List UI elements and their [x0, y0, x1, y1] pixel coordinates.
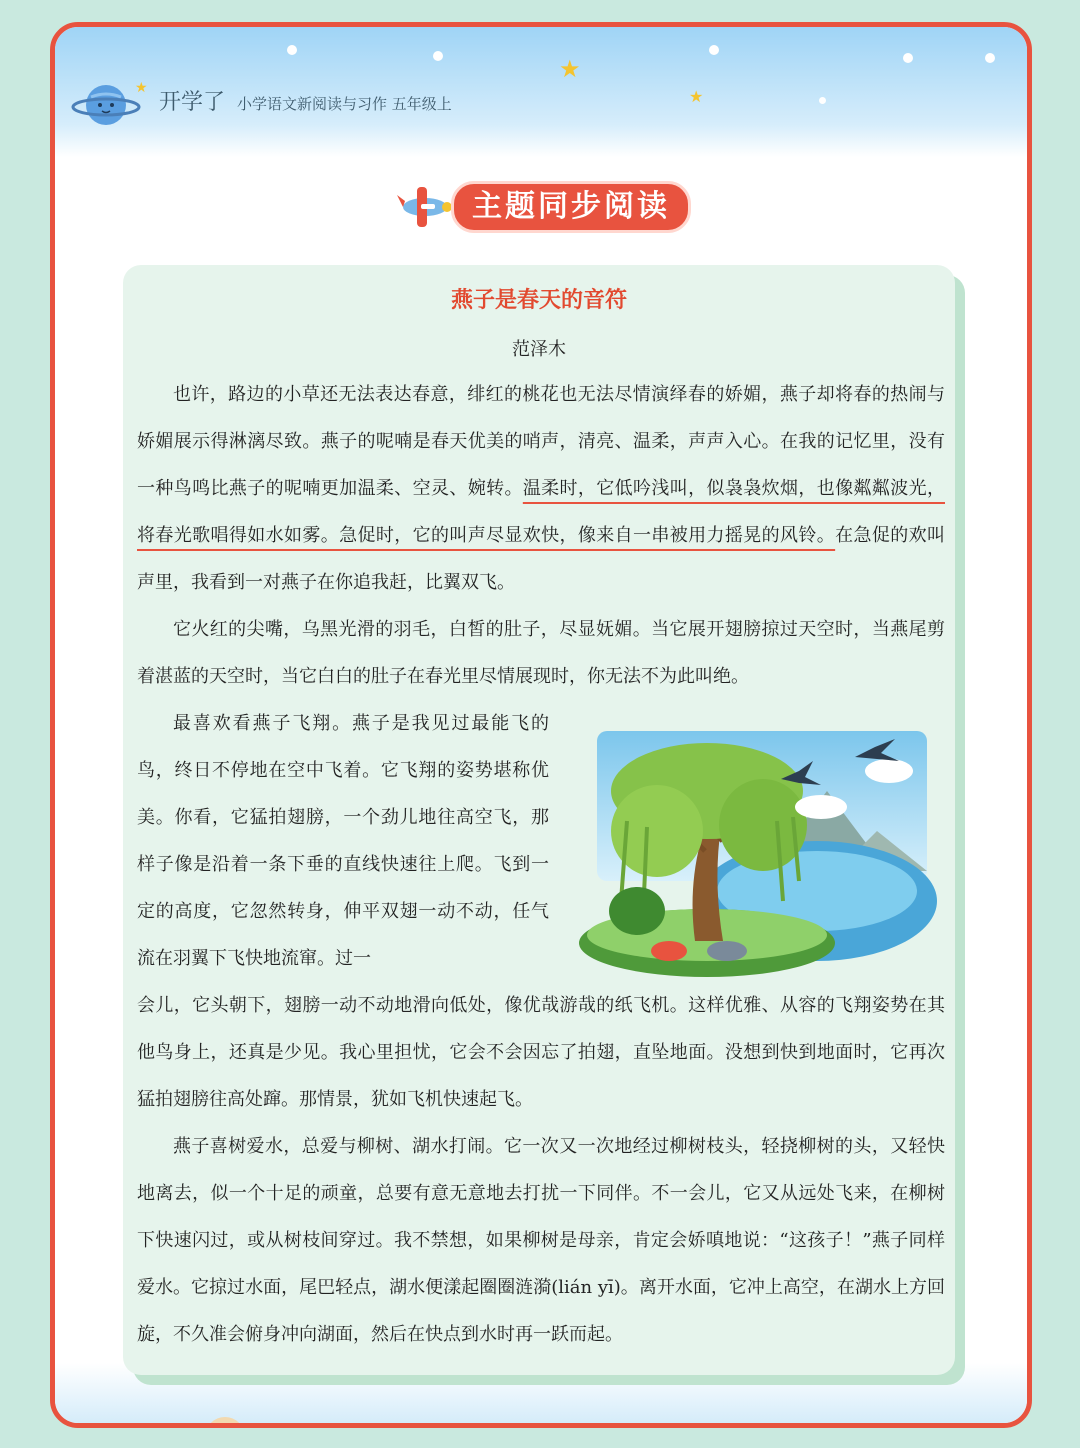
sky-dot: [819, 97, 826, 104]
paragraph-3-wrapped: 最喜欢看燕子飞翔。燕子是我见过最能飞的鸟，终日不停地在空中飞着。它飞翔的姿势堪称优美。你看，它猛拍翅膀，一个劲儿地往高空飞，那样子像是沿着一条下垂的直线快速往上爬。飞到一定的高度，它忽然转身，伸平双翅一动不动，任气流在羽翼下飞快地流窜。过一: [137, 713, 549, 969]
section-title: [395, 177, 715, 235]
paragraph-2: 它火红的尖嘴，乌黑光滑的羽毛，白皙的肚子，尽显妩媚。当它展开翅膀掠过天空时，当燕尾剪着湛蓝的天空时，当它白白的肚子在春光里尽情展现时，你无法不为此叫绝。: [137, 619, 945, 687]
section-title-label: 主题同步阅读: [451, 181, 691, 233]
paragraph-1-tail: 在急促的欢叫声里，我看到一对燕子在你追我赶，比翼双飞。: [137, 525, 946, 593]
page-frame: [50, 22, 1032, 1428]
article-title: 燕子是春天的音符: [450, 288, 627, 313]
sky-dot: [709, 45, 719, 55]
sky-dot: [985, 53, 995, 63]
reading-card: [123, 265, 955, 1375]
underlined-sentence: 温柔时，它低吟浅叫，似袅袅炊烟，也像粼粼波光，将春光歌唱得如水如雾。急促时，它的叫声尽显欢快，像来自一串被用力摇晃的风铃。: [137, 478, 945, 546]
sky-dot: [433, 51, 443, 61]
paragraph-4: 燕子喜树爱水，总爱与柳树、湖水打闹。它一次又一次地经过柳树枝头，轻挠柳树的头，又轻快地离去，似一个十足的顽童，总要有意无意地去打扰一下同伴。不一会儿，它又从远处飞来，在柳树下快速闪过，或从树枝间穿过。我不禁想，如果柳树是母亲，肯定会娇嗔地说：“这孩子！”燕子同样爱水。它掠过水面，尾巴轻点，湖水便漾起圈圈涟漪(lián yī)。离开水面，它冲上高空，在湖水上方回旋，不久准会俯身冲向湖面，然后在快点到水时再一跃而起。: [137, 1136, 945, 1345]
star-icon: ★: [559, 55, 581, 83]
paragraph-1: [137, 371, 945, 606]
brand-header: [159, 85, 452, 116]
planet-icon: [71, 79, 141, 131]
paragraph-3-continued: 会儿，它头朝下，翅膀一动不动地滑向低处，像优哉游哉的纸飞机。这样优雅、从容的飞翔姿势在其他鸟身上，还真是少见。我心里担忧，它会不会因忘了拍翅，直坠地面。没想到快到地面时，它再次猛拍翅膀往高处蹿。那情景，犹如飞机快速起飞。: [137, 995, 945, 1110]
sky-dot: [903, 53, 913, 63]
sky-dot: [287, 45, 297, 55]
star-icon: ★: [135, 80, 148, 96]
paragraph-1-text: 也许，路边的小草还无法表达春意，绯红的桃花也无法尽情演绎春的娇媚，燕子却将春的热闹与娇媚展示得淋漓尽致。燕子的呢喃是春天优美的哨声，清亮、温柔，声声入心。在我的记忆里，没有一种鸟鸣比燕子的呢喃更加温柔、空灵、婉转。: [137, 384, 945, 499]
willow-tree-illustration: [577, 731, 937, 987]
footer-logo-icon: [197, 1409, 253, 1428]
book-subtitle: 小学语文新阅读与习作 五年级上: [237, 95, 452, 113]
brand-name: 开学了: [159, 90, 226, 115]
article-author: 范泽木: [512, 339, 566, 360]
airplane-icon: [395, 179, 459, 235]
star-icon: ★: [689, 87, 704, 106]
